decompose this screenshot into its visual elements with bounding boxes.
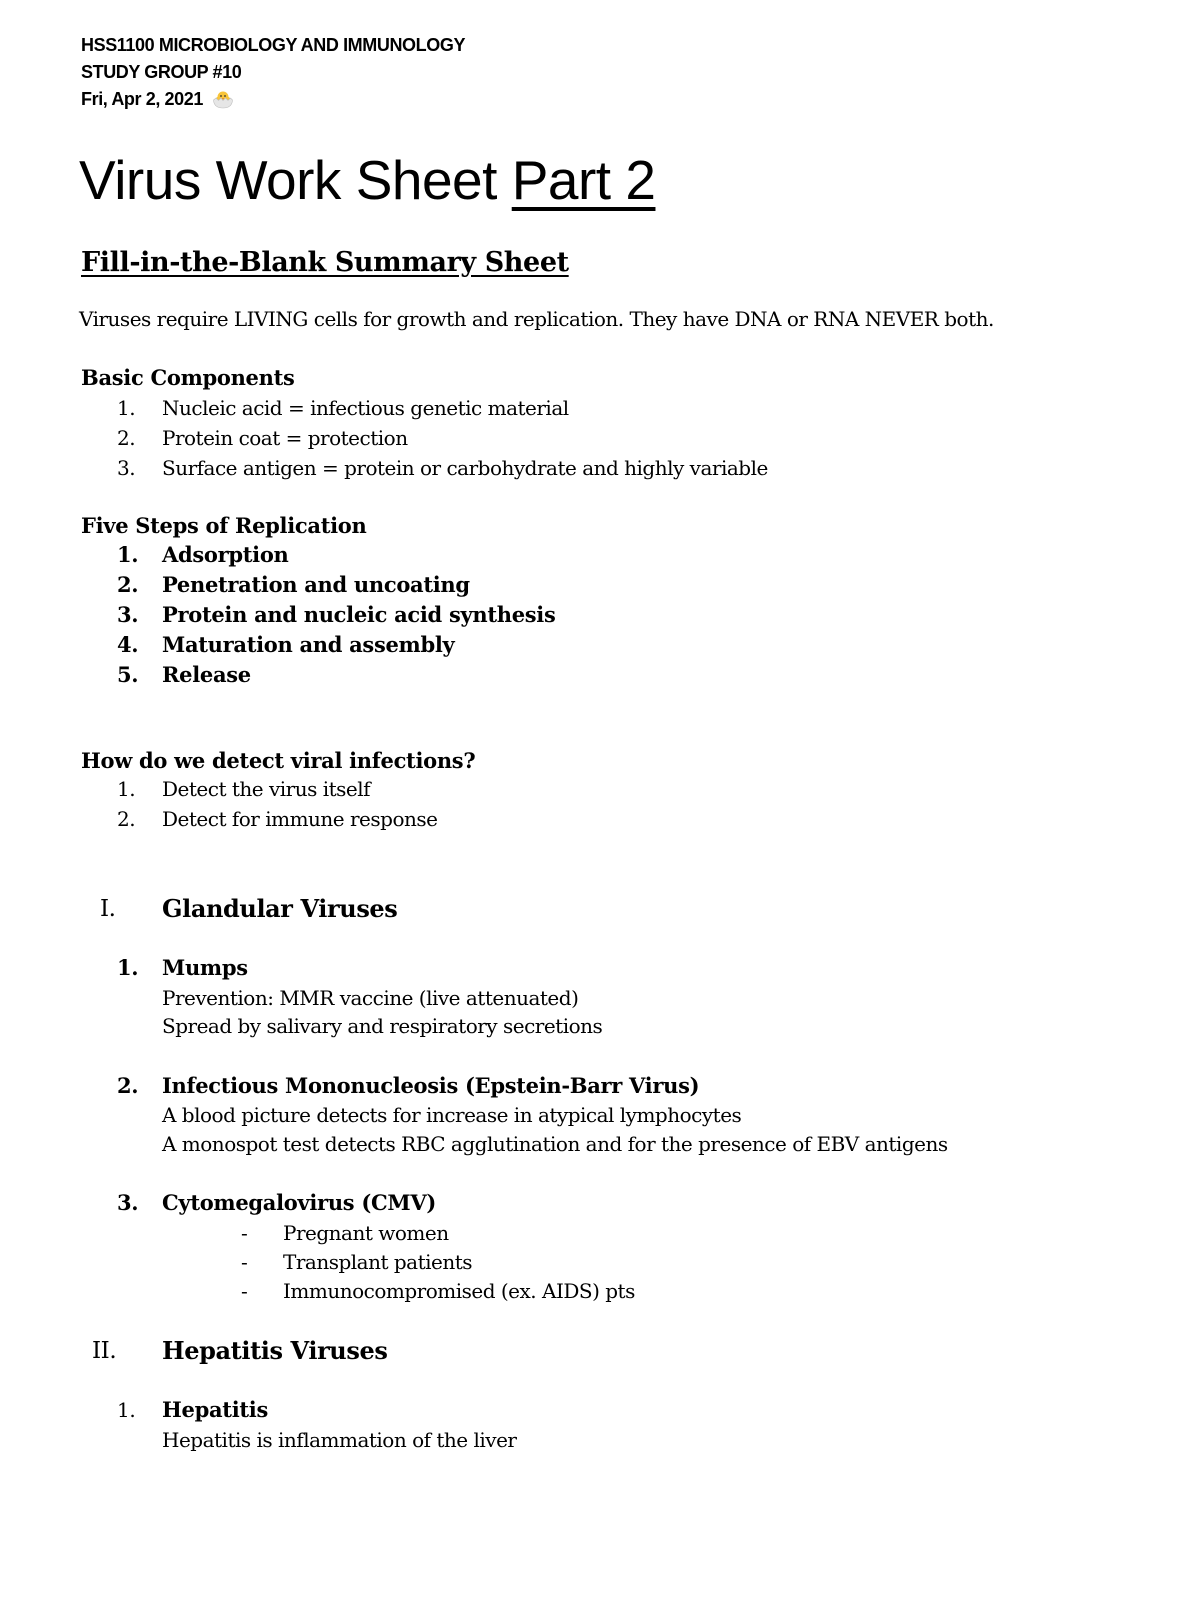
section-numeral: II.	[92, 1338, 117, 1364]
intro-paragraph: Viruses require LIVING cells for growth and replication. They have DNA or RNA NEVER both.	[79, 307, 994, 331]
document-page: HSS1100 MICROBIOLOGY AND IMMUNOLOGY STUDY GROUP #10 Fri, Apr 2, 2021 Virus Work Sheet Part 2 Fill-in-the-Blank Summary Sheet Viruses require LIVING cells for growth and replication. They have DNA or RNA NEVER both. Basic Components 1. Nucleic acid = infectious genetic material 2. Protein coat = protection 3. Surface antigen = protein or carbohydrate and highly variable Five Steps of Replication 1. Adsorption 2. Penetration and uncoating 3. Protein and nucleic acid synthesis 4. Maturation and assembly 5. Release How do we detect viral infections? 1. Detect the virus itself 2. Detect for immune response I. Glandular Viruses 1. Mumps Prevention: MMR vaccine (live attenuated) Spread by salivary and respiratory secretions 2. Infectious Mononucleosis (Epstein-Barr Virus) A blood picture detects for increase in atypical lymphocytes A monospot test detects RBC agglutination and for the presence of EBV antigens 3. Cytomegalovirus (CMV) - Pregnant women - Transplant patients - Immunocompromised (ex. AIDS) pts II. Hepatitis Viruses 1. Hepatitis Hepatitis is inflammation of the liver	[0, 0, 1200, 1600]
course-name: HSS1100 MICROBIOLOGY AND IMMUNOLOGY	[81, 35, 466, 55]
date-text: Fri, Apr 2, 2021	[81, 89, 203, 109]
mono-line: A blood picture detects for increase in atypical lymphocytes	[162, 1103, 742, 1127]
date-line	[81, 87, 234, 110]
section-numeral: I.	[100, 896, 116, 922]
section-title: Hepatitis Viruses	[162, 1336, 388, 1365]
mono-line: A monospot test detects RBC agglutination and for the presence of EBV antigens	[162, 1132, 948, 1156]
mumps-line: Spread by salivary and respiratory secretions	[162, 1014, 603, 1038]
title-main: Virus Work Sheet	[79, 149, 512, 211]
mumps-line: Prevention: MMR vaccine (live attenuated)	[162, 986, 579, 1010]
section-title: Glandular Viruses	[162, 894, 398, 923]
basic-components-heading: Basic Components	[81, 365, 295, 390]
study-group: STUDY GROUP #10	[81, 62, 242, 82]
title-underlined: Part 2	[511, 149, 656, 211]
replication-heading: Five Steps of Replication	[81, 513, 367, 538]
hepatitis-line: Hepatitis is inflammation of the liver	[162, 1428, 517, 1452]
subtitle: Fill-in-the-Blank Summary Sheet	[81, 247, 569, 278]
detection-heading: How do we detect viral infections?	[81, 748, 476, 773]
hatching-chick-icon	[212, 87, 234, 109]
page-title	[79, 148, 655, 212]
